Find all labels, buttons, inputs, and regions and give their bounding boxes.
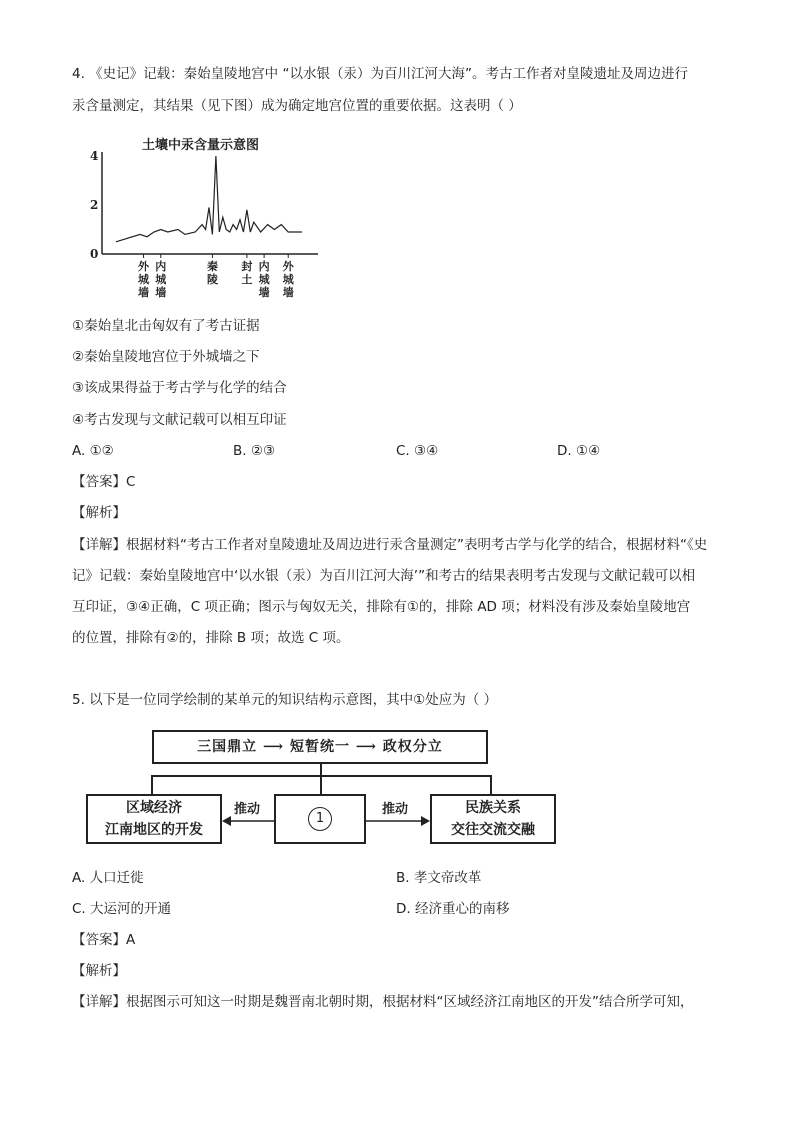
arrow-right-icon [366,815,430,827]
x-tick-label: 外城墙 [282,260,294,299]
mercury-chart [80,130,340,300]
x-tick-label: 内城墙 [258,260,270,299]
q4-option-1: ①秦始皇北击匈奴有了考古证据 [72,318,260,334]
q5-analysis-label: 【解析】 [72,963,126,979]
q4-detail-line1: 【详解】根据材料“考古工作者对皇陵遗址及周边进行汞含量测定”表明考古学与化学的结合，根据材料“《史 [72,537,708,553]
x-tick-label: 封土 [241,260,253,286]
q4-detail-line4: 的位置，排除有②的，排除 B 项；故选 C 项。 [72,630,350,646]
diagram-left-box [86,794,222,844]
q4-choice-c[interactable]: C. ③④ [396,443,439,459]
left-box-line1: 区域经济 [126,800,182,816]
q4-choice-d[interactable]: D. ①④ [557,443,601,459]
mercury-series-line [116,156,302,242]
connector-left-drop [151,775,153,794]
x-tick-label: 内城墙 [155,260,167,299]
q4-choice-a[interactable]: A. ①② [72,443,114,459]
diagram-center-box[interactable] [274,794,366,844]
left-box-line2: 江南地区的开发 [105,822,203,838]
q4-option-3: ③该成果得益于考古学与化学的结合 [72,380,287,396]
diagram-right-box [430,794,556,844]
chart-title: 土壤中汞含量示意图 [142,138,260,153]
q4-detail-line2: 记》记载：秦始皇陵地宫中‘以水银（汞）为百川江河大海’”和考古的结果表明考古发现与文献记载可以相 [72,568,696,584]
q4-detail-line3: 互印证，③④正确，C 项正确；图示与匈奴无关，排除有①的，排除 AD 项；材料没有涉及秦始皇陵地宫 [72,599,691,615]
q5-stem: 5. 以下是一位同学绘制的某单元的知识结构示意图，其中①处应为（ ） [72,692,498,708]
arrow-left-label: 推动 [234,802,261,817]
connector-center-drop [320,775,322,794]
q5-choice-b[interactable]: B. 孝文帝改革 [396,870,482,886]
x-tick-label: 外城墙 [138,260,150,299]
q5-choice-a[interactable]: A. 人口迁徙 [72,870,144,886]
q4-answer: 【答案】C [72,474,136,490]
arrow-right-label: 推动 [382,802,409,817]
q4-option-4: ④考古发现与文献记载可以相互印证 [72,412,287,428]
q5-answer: 【答案】A [72,932,136,948]
y-tick-label: 0 [90,247,99,261]
right-box-line1: 民族关系 [465,800,521,816]
y-tick-label: 2 [90,198,99,212]
q4-stem-line1: 4. 《史记》记载：秦始皇陵地宫中 “以水银（汞）为百川江河大海”。考古工作者对皇陵遗址及周边进行 [72,66,688,82]
q5-choice-c[interactable]: C. 大运河的开通 [72,901,172,917]
diagram-top-box: 三国鼎立 ⟶ 短暂统一 ⟶ 政权分立 [152,730,488,764]
q4-option-2: ②秦始皇陵地宫位于外城墙之下 [72,349,260,365]
center-blank-marker: 1 [308,807,332,831]
q5-detail-line1: 【详解】根据图示可知这一时期是魏晋南北朝时期，根据材料“区域经济江南地区的开发”结合所学可知， [72,994,694,1010]
x-tick-label: 秦陵 [206,260,218,286]
q4-choice-b[interactable]: B. ②③ [233,443,276,459]
right-box-line2: 交往交流交融 [451,822,535,838]
y-tick-label: 4 [90,149,99,163]
q4-analysis-label: 【解析】 [72,505,126,521]
q4-stem-line2: 汞含量测定，其结果（见下图）成为确定地宫位置的重要依据。这表明（ ） [72,98,522,114]
connector-right-drop [490,775,492,794]
q5-choice-d[interactable]: D. 经济重心的南移 [396,901,510,917]
arrow-left-icon [222,815,274,827]
